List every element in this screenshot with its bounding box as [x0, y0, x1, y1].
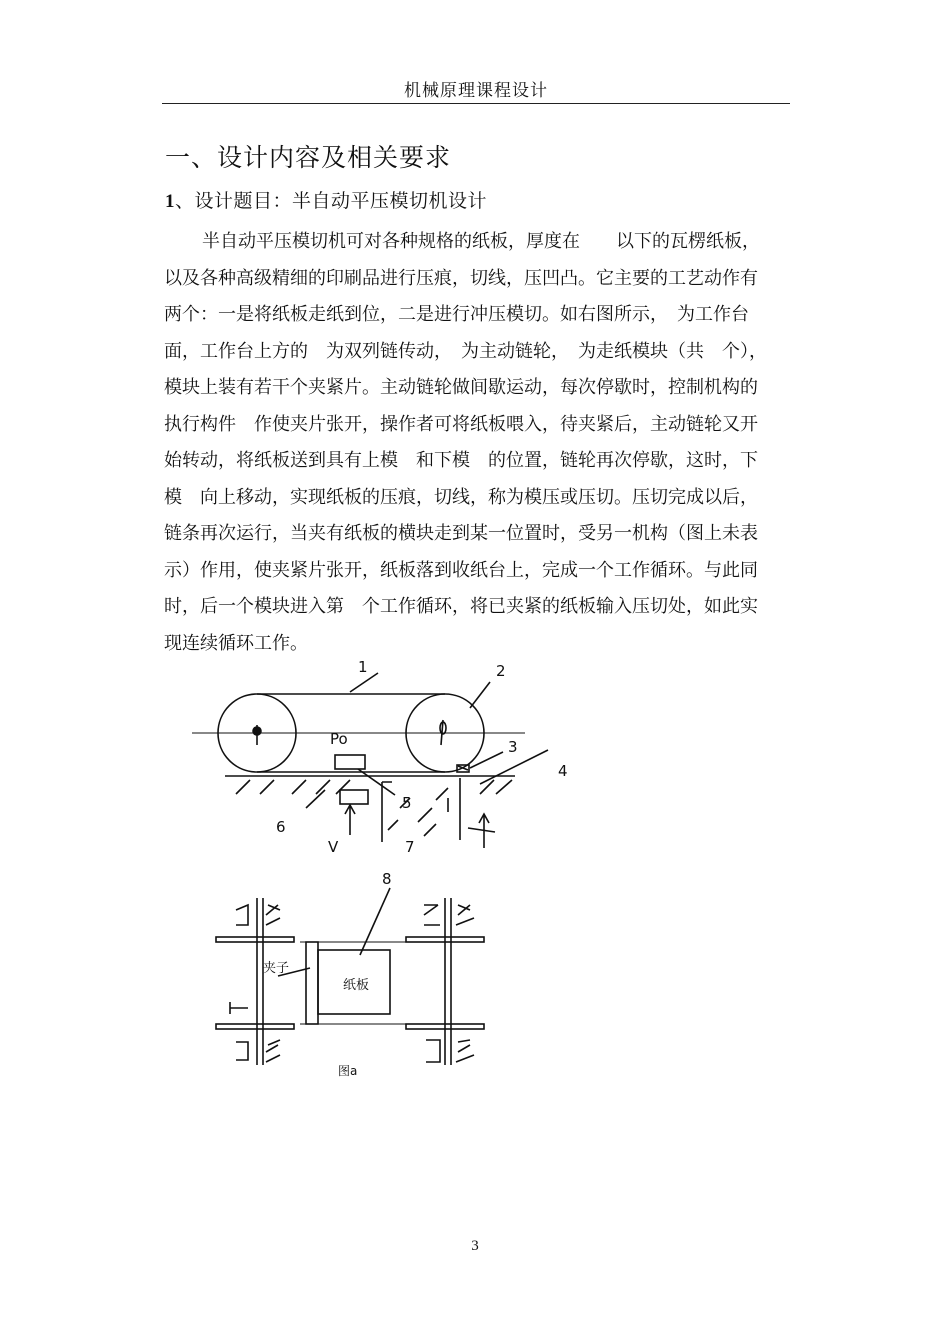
chain-bar: [216, 1024, 294, 1029]
body-paragraph: [164, 224, 792, 662]
paragraph-line: 链条再次运行，当夹有纸板的横块走到某一位置时，受另一机构（图上未表: [164, 523, 758, 544]
leader-line: [468, 828, 495, 832]
label-6: 6: [276, 818, 286, 836]
header-rule: [162, 103, 790, 104]
label-v: V: [328, 838, 339, 856]
label-3: 3: [508, 738, 518, 756]
sprocket-tooth: [236, 905, 280, 925]
label-2: 2: [496, 662, 506, 680]
leader-line: [360, 888, 390, 955]
mechanism-figure: [180, 650, 600, 1090]
label-po: Po: [330, 730, 348, 748]
hatch: [388, 788, 448, 836]
paragraph-line: 半自动平压模切机可对各种规格的纸板，厚度在 以下的瓦楞纸板，: [202, 231, 760, 252]
paragraph-line: 两个：一是将纸板走纸到位，二是进行冲压模切。如右图所示， 为工作台: [164, 304, 749, 325]
paragraph-line: 模块上装有若干个夹紧片。主动链轮做间歇运动，每次停歇时，控制机构的: [164, 377, 758, 398]
clamp-mark: [230, 1002, 248, 1014]
lower-die-post: [382, 778, 460, 842]
sprocket-tooth: [424, 905, 474, 925]
sprocket-tooth: [236, 1040, 280, 1062]
sprocket-tooth: [426, 1040, 474, 1062]
label-board: 纸板: [343, 978, 370, 993]
figure-caption: 图a: [338, 1064, 358, 1078]
label-7: 7: [405, 838, 415, 856]
label-1: 1: [358, 658, 368, 676]
paragraph-line: 模 向上移动，实现纸板的压痕，切线，称为模压或压切。压切完成以后，: [164, 486, 758, 508]
clip-frame: [306, 942, 318, 1024]
leader-line: [306, 790, 325, 808]
label-clip: 夹子: [263, 961, 290, 976]
paragraph-line: 始转动，将纸板送到具有上模 和下模 的位置，链轮再次停歇，这时，下: [164, 450, 758, 471]
page-number: 3: [471, 1238, 479, 1254]
paragraph-line: 面，工作台上方的 为双列链传动， 为主动链轮， 为走纸模块（共 个），: [164, 340, 767, 362]
section-heading: 一、设计内容及相关要求: [165, 143, 452, 172]
paragraph-line: 执行构件 作使夹片张开，操作者可将纸板喂入，待夹紧后，主动链轮又开: [164, 413, 758, 435]
paragraph-line: 时，后一个模块进入第 个工作循环，将已夹紧的纸板输入压切处，如此实: [164, 596, 758, 617]
lower-die: [340, 790, 368, 804]
paragraph-line: 现连续循环工作。: [164, 632, 308, 654]
subsection-title: 、设计题目：半自动平压模切机设计: [175, 190, 488, 212]
leader-line: [470, 682, 490, 708]
page-header-title: 机械原理课程设计: [404, 81, 548, 101]
label-8: 8: [382, 870, 392, 888]
subsection-heading: [165, 186, 487, 213]
paragraph-line: 以及各种高级精细的印刷品进行压痕，切线，压凹凸。它主要的工艺动作有: [164, 267, 758, 289]
arrow-v: [345, 805, 355, 835]
leader-line: [470, 752, 503, 768]
chain-drive-diagram: [192, 673, 548, 848]
hatch: [236, 780, 350, 794]
chain-bar: [216, 937, 294, 942]
label-4: 4: [558, 762, 568, 780]
clip-board-diagram: [216, 888, 484, 1065]
feed-block: [335, 755, 365, 769]
subsection-number: 1: [165, 191, 175, 212]
paragraph-line: 示）作用，使夹紧片张开，纸板落到收纸台上，完成一个工作循环。与此同: [164, 559, 758, 581]
label-5: 5: [402, 794, 412, 812]
